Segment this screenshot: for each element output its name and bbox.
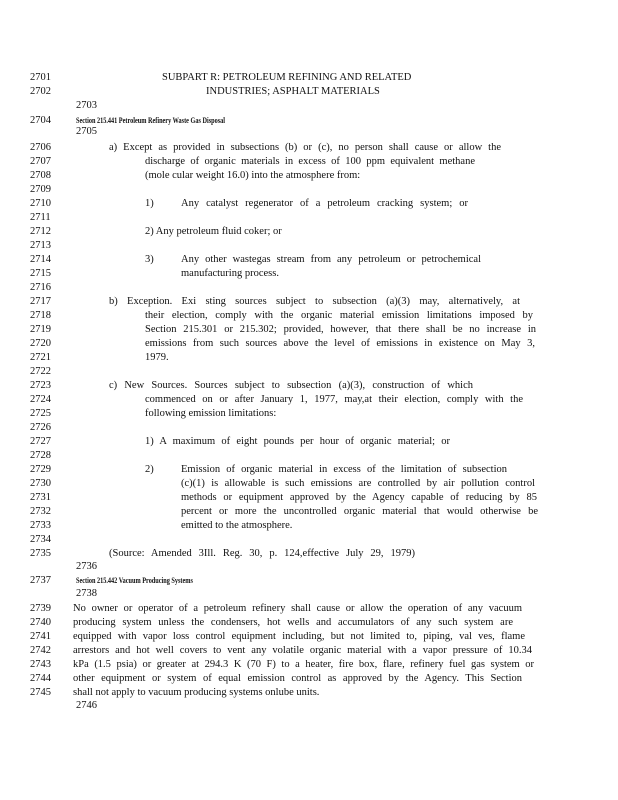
line-number: 2737 (30, 575, 51, 586)
line-number: 2742 (30, 645, 51, 656)
item-text: (c)(1) is allowable is such emissions are controlled by air pollution control (181, 478, 535, 489)
item-text: emitted to the atmosphere. (181, 520, 293, 531)
paragraph-line: equipped with vapor loss control equipment including, but not limited to, piping, val ves, flame (73, 631, 525, 642)
line-number: 2745 (30, 687, 51, 698)
line-number: 2724 (30, 394, 51, 405)
item-label: 2) (145, 464, 154, 475)
paragraph-c-line: c) New Sources. Sources subject to subsection (a)(3), construction of which (109, 380, 473, 391)
line-number: 2712 (30, 226, 51, 237)
line-number: 2735 (30, 548, 51, 559)
item-text: manufacturing process. (181, 268, 279, 279)
line-number: 2732 (30, 506, 51, 517)
line-number: 2717 (30, 296, 51, 307)
line-number: 2719 (30, 324, 51, 335)
line-number: 2704 (30, 115, 51, 126)
item-text: methods or equipment approved by the Agency capable of reducing by 85 (181, 492, 537, 503)
line-number: 2713 (30, 240, 51, 251)
paragraph-line: producing system unless the condensers, hot wells and accumulators of any such system are (73, 617, 513, 628)
line-number: 2715 (30, 268, 51, 279)
paragraph-b-line: their election, comply with the organic material emission limitations imposed by (145, 310, 533, 321)
line-number: 2702 (30, 86, 51, 97)
line-number: 2740 (30, 617, 51, 628)
subpart-heading-continued: INDUSTRIES; ASPHALT MATERIALS (206, 86, 380, 97)
line-number: 2716 (30, 282, 51, 293)
item-text: Any other wastegas stream from any petroleum or petrochemical (181, 254, 481, 265)
line-number: 2734 (30, 534, 51, 545)
line-number: 2739 (30, 603, 51, 614)
line-number: 2703 (76, 100, 97, 111)
line-number: 2736 (76, 561, 97, 572)
paragraph-a-line: a) Except as provided in subsections (b) or (c), no person shall cause or allow the (109, 142, 501, 153)
line-number: 2726 (30, 422, 51, 433)
paragraph-b-line: b) Exception. Exi sting sources subject to subsection (a)(3) may, alternatively, at (109, 296, 520, 307)
paragraph-b-line: Section 215.301 or 215.302; provided, however, that there shall be no increase in (145, 324, 536, 335)
item-text: Emission of organic material in excess of the limitation of subsection (181, 464, 507, 475)
line-number: 2708 (30, 170, 51, 181)
paragraph-line: shall not apply to vacuum producing systems onlube units. (73, 687, 320, 698)
item-text: 2) Any petroleum fluid coker; or (145, 226, 282, 237)
item-text: percent or more the uncontrolled organic material that would otherwise be (181, 506, 538, 517)
line-number: 2727 (30, 436, 51, 447)
line-number: 2729 (30, 464, 51, 475)
line-number: 2728 (30, 450, 51, 461)
line-number: 2746 (76, 700, 97, 711)
line-number: 2714 (30, 254, 51, 265)
line-number: 2738 (76, 588, 97, 599)
section-heading: Section 215.442 Vacuum Producing Systems (76, 576, 193, 585)
paragraph-line: No owner or operator of a petroleum refinery shall cause or allow the operation of any vacuum (73, 603, 522, 614)
line-number: 2743 (30, 659, 51, 670)
item-label: 1) (145, 198, 154, 209)
line-number: 2722 (30, 366, 51, 377)
line-number: 2709 (30, 184, 51, 195)
line-number: 2723 (30, 380, 51, 391)
item-text: 1) A maximum of eight pounds per hour of organic material; or (145, 436, 450, 447)
line-number: 2730 (30, 478, 51, 489)
item-text: Any catalyst regenerator of a petroleum cracking system; or (181, 198, 468, 209)
paragraph-c-line: commenced on or after January 1, 1977, may,at their election, comply with the (145, 394, 523, 405)
source-note: (Source: Amended 3Ill. Reg. 30, p. 124,effective July 29, 1979) (109, 548, 415, 559)
line-number: 2706 (30, 142, 51, 153)
paragraph-b-line: 1979. (145, 352, 169, 363)
line-number: 2744 (30, 673, 51, 684)
paragraph-a-line: discharge of organic materials in excess of 100 ppm equivalent methane (145, 156, 475, 167)
paragraph-b-line: emissions from such sources above the level of emissions in existence on May 3, (145, 338, 535, 349)
paragraph-line: kPa (1.5 psia) or greater at 294.3 K (70 F) to a heater, fire box, flare, refinery fuel gas system or (73, 659, 534, 670)
line-number: 2741 (30, 631, 51, 642)
line-number: 2725 (30, 408, 51, 419)
line-number: 2731 (30, 492, 51, 503)
line-number: 2705 (76, 126, 97, 137)
line-number: 2711 (30, 212, 51, 223)
section-heading: Section 215.441 Petroleum Refinery Waste Gas Disposal (76, 116, 226, 125)
line-number: 2710 (30, 198, 51, 209)
paragraph-c-line: following emission limitations: (145, 408, 277, 419)
line-number: 2721 (30, 352, 51, 363)
line-number: 2707 (30, 156, 51, 167)
line-number: 2718 (30, 310, 51, 321)
subpart-heading: SUBPART R: PETROLEUM REFINING AND RELATED (162, 72, 412, 83)
paragraph-a-line: (mole cular weight 16.0) into the atmosphere from: (145, 170, 361, 181)
paragraph-line: arrestors and hot well covers to vent any volatile organic material with a vapor pressure of 10.34 (73, 645, 532, 656)
line-number: 2733 (30, 520, 51, 531)
paragraph-line: other equipment or system of equal emission control as approved by the Agency. This Section (73, 673, 522, 684)
line-number: 2701 (30, 72, 51, 83)
item-label: 3) (145, 254, 154, 265)
line-number: 2720 (30, 338, 51, 349)
